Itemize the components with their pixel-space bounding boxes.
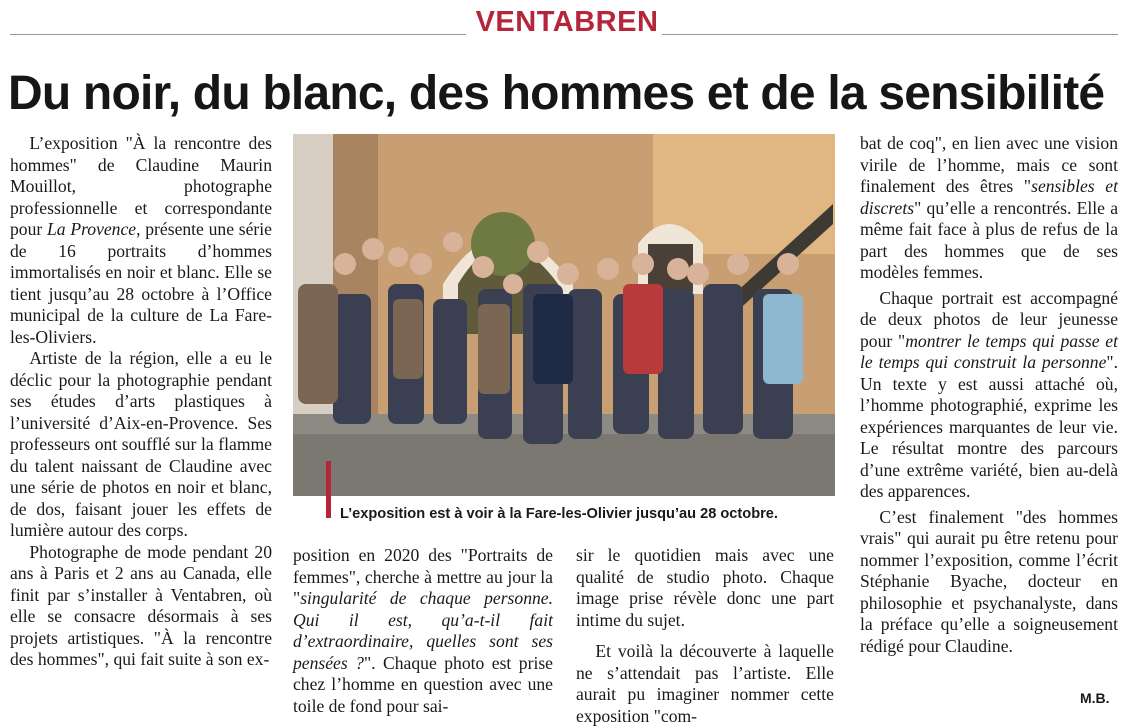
article-column-3 — [576, 545, 834, 727]
col4-p2-text-a: Chaque portrait est accompagné de deux photos de leur jeunesse pour " — [860, 287, 1118, 351]
col1-p1-text-b: , présente une série de 16 portraits d’hommes immortalisés en noir et blanc. Elle se tient jusqu’au 28 octobre à l’Office municipal de la culture de La Fare-les-Oliviers. — [10, 219, 272, 347]
article-column-1 — [10, 133, 272, 671]
col4-p1-text-b: " qu’elle a rencontrés. Elle a même fait face à plus de refus de la part des hommes que de ses modèles femmes. — [860, 197, 1118, 282]
article-headline: Du noir, du blanc, des hommes et de la sensibilité — [8, 67, 1105, 120]
col4-paragraph-1 — [860, 133, 1118, 284]
col2-p1-text-a: position en 2020 des "Portraits de femmes", cherche à mettre au jour la " — [293, 545, 553, 608]
col4-paragraph-2 — [860, 288, 1118, 503]
col4-p1-italic: sensibles et discrets — [860, 176, 1118, 218]
article-photo — [293, 134, 835, 496]
col1-paragraph-1 — [10, 133, 272, 348]
article-column-4 — [860, 133, 1118, 657]
photo-caption: L’exposition est à voir à la Fare-les-Olivier jusqu’au 28 octobre. — [340, 506, 778, 522]
col2-paragraph-1 — [293, 545, 553, 717]
col4-paragraph-3: C’est finalement "des hommes vrais" qui aurait pu être retenu pour nommer l’exposition, comme l’écrit Stéphanie Byache, docteur en philosophie et psychanalyste, dans la préface qu’elle a soigneusement rédigé pour Claudine. — [860, 506, 1118, 656]
author-signature: M.B. — [1080, 690, 1110, 706]
col1-p1-text-a: L’exposition "À la rencontre des hommes" de Claudine Maurin Mouillot, photographe professionnelle et correspondante pour — [10, 133, 272, 239]
col1-paragraph-2: Artiste de la région, elle a eu le déclic pour la photographie pendant ses études d’arts plastiques à l’université d’Aix-en-Provence. Ses professeurs ont soufflé sur la flamme du talent naissant de Claudine avec une série de photos en noir et blanc, de dos, faisant jouer les effets de lumière autour des corps. — [10, 348, 272, 540]
caption-accent-bar — [326, 461, 331, 518]
group-photo-illustration — [293, 134, 835, 496]
col4-p2-italic: montrer le temps qui passe et le temps qui construit la personne — [860, 330, 1118, 372]
col1-p1-italic: La Provence — [47, 219, 137, 239]
col1-paragraph-3: Photographe de mode pendant 20 ans à Paris et 2 ans au Canada, elle finit par s’installer à Ventabren, où elle se consacre désormais à ses projets artistiques. "À la rencontre des hommes", qui fait suite à son ex- — [10, 541, 272, 669]
col4-p1-text-a: bat de coq", en lien avec une vision virile de l’homme, mais ce sont finalement des êtres " — [860, 133, 1118, 196]
col4-p2-text-b: ". Un texte y est aussi attaché où, l’homme photographié, exprime les expériences marquantes de leur vie. Le résultat montre des parcours d’une extrême variété, bien au-delà des apparences. — [860, 352, 1118, 501]
section-rubric: VENTABREN — [475, 6, 659, 38]
col2-p1-text-b: ". Chaque photo est prise chez l’homme en question avec une toile de fond pour sai- — [293, 652, 553, 716]
col3-paragraph-1: sir le quotidien mais avec une qualité de studio photo. Chaque image prise révèle donc une part intime du sujet. — [576, 545, 834, 630]
col2-p1-italic: singularité de chaque personne. Qui il est, qu’a-t-il fait d’extraordinaire, quelles sont ses pensées ? — [293, 588, 553, 673]
article-column-2 — [293, 545, 553, 717]
col3-paragraph-2: Et voilà la découverte à laquelle ne s’attendait pas l’artiste. Elle aurait pu imaginer nommer cette exposition "com- — [576, 641, 834, 726]
